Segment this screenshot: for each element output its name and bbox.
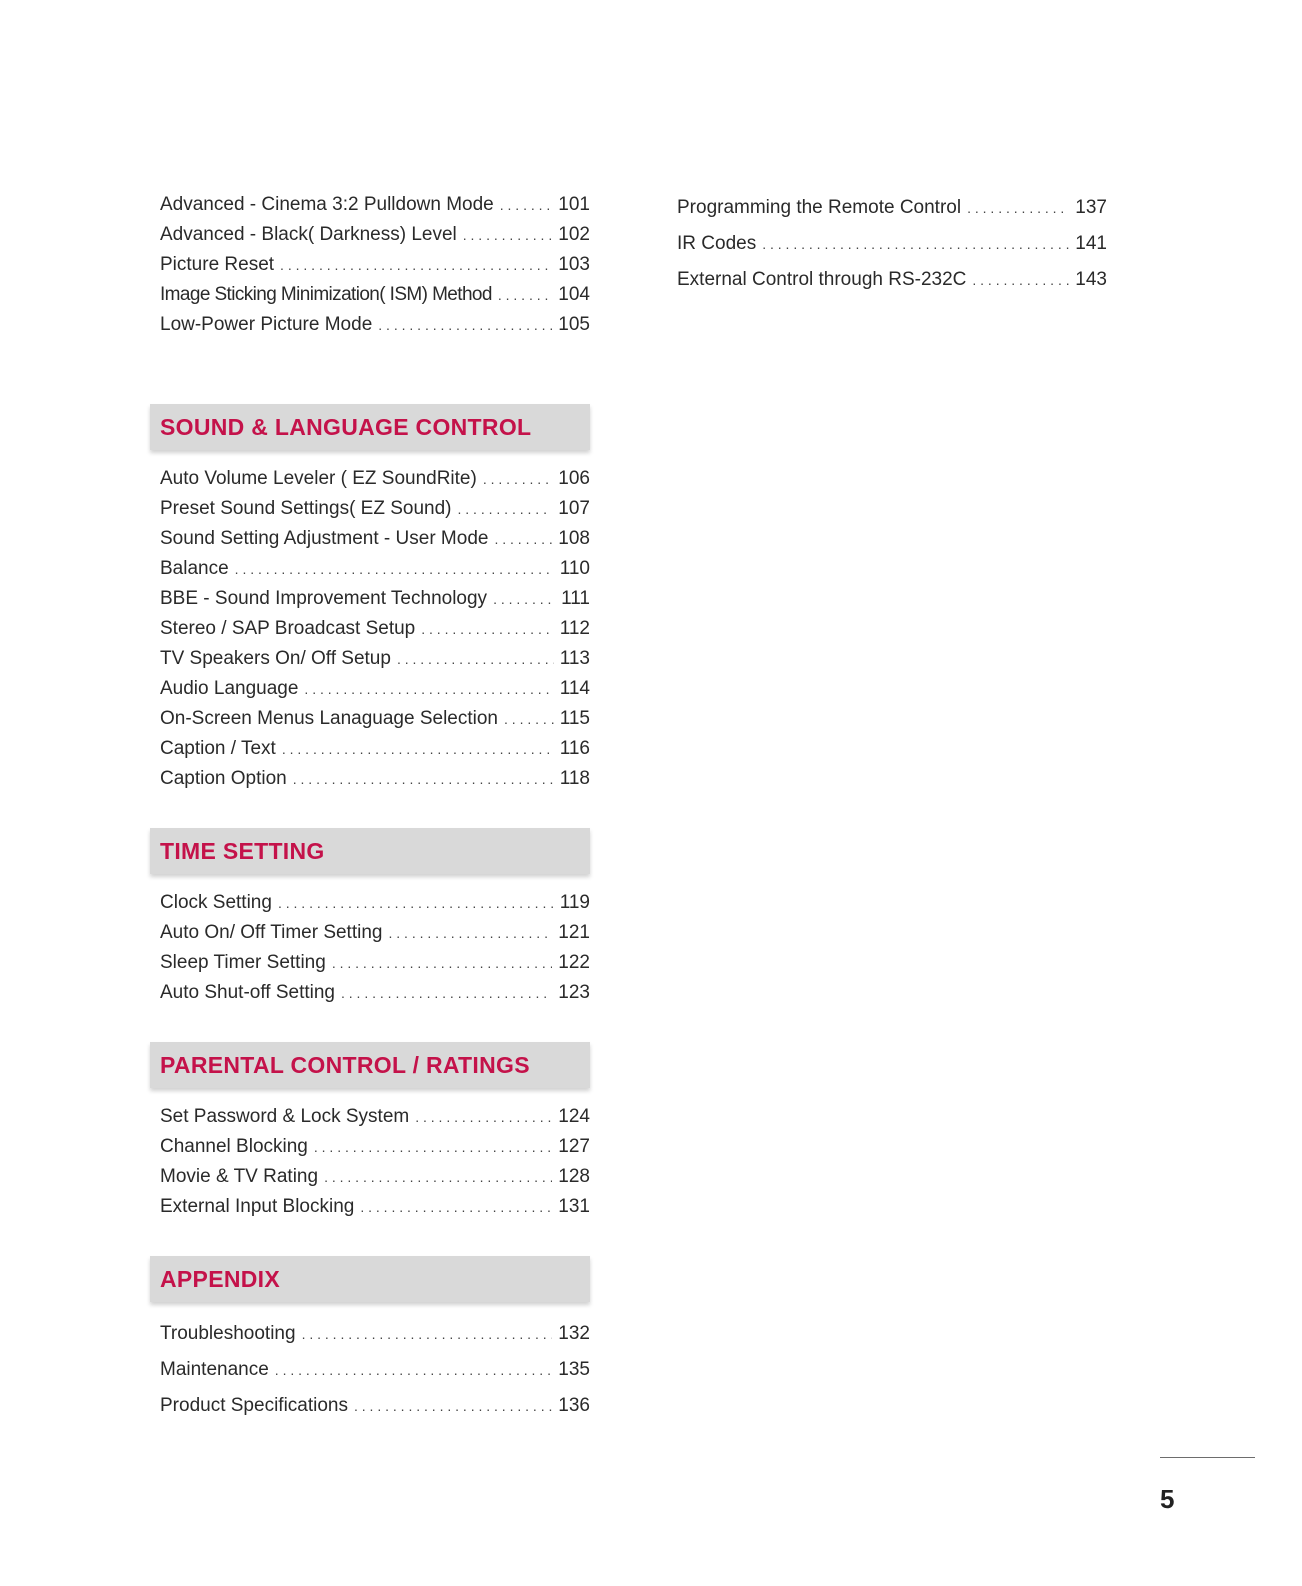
- entry-title: Stereo / SAP Broadcast Setup: [160, 618, 416, 639]
- section-title: TIME SETTING: [160, 837, 325, 864]
- toc-entry[interactable]: [160, 1102, 590, 1132]
- section-title: SOUND & LANGUAGE CONTROL: [160, 413, 532, 440]
- leader-dots: [500, 190, 553, 220]
- entry-title: IR Codes: [677, 233, 757, 254]
- leader-dots: [762, 226, 1069, 262]
- leader-dots: [341, 978, 552, 1008]
- entry-page: 110: [559, 558, 590, 579]
- entry-page: 135: [558, 1359, 590, 1380]
- leader-dots: [302, 1316, 553, 1352]
- toc-entry[interactable]: [160, 1388, 590, 1424]
- entry-page: 118: [559, 768, 590, 789]
- entry-title: Auto Volume Leveler ( EZ SoundRite): [160, 468, 477, 489]
- toc-entry[interactable]: [160, 918, 590, 948]
- toc-entry[interactable]: [160, 554, 590, 584]
- entry-title: External Control through RS-232C: [677, 269, 967, 290]
- entry-page: 136: [558, 1395, 590, 1416]
- page-number: 5: [1160, 1484, 1175, 1514]
- entry-page: 108: [558, 528, 590, 549]
- entry-page: 105: [558, 314, 590, 335]
- leader-dots: [275, 1352, 553, 1388]
- toc-entry[interactable]: [160, 1192, 590, 1222]
- leader-dots: [360, 1192, 552, 1222]
- entry-page: 137: [1075, 197, 1107, 218]
- entry-page: 104: [558, 284, 590, 305]
- entry-page: 114: [559, 678, 590, 699]
- leader-dots: [278, 888, 554, 918]
- section-header-sound-language: [150, 404, 590, 450]
- section-title: PARENTAL CONTROL / RATINGS: [160, 1051, 530, 1078]
- leader-dots: [282, 734, 554, 764]
- toc-entry[interactable]: [677, 262, 1107, 298]
- entry-page: 119: [559, 892, 590, 913]
- toc-entry[interactable]: [160, 734, 590, 764]
- entry-page: 127: [558, 1136, 590, 1157]
- entry-page: 123: [558, 982, 590, 1003]
- toc-entry[interactable]: [160, 220, 590, 250]
- toc-entry[interactable]: [160, 1162, 590, 1192]
- leader-dots: [967, 190, 1069, 226]
- toc-entry[interactable]: [160, 1132, 590, 1162]
- entry-page: 122: [558, 952, 590, 973]
- entry-title: Auto On/ Off Timer Setting: [160, 922, 383, 943]
- entry-page: 131: [558, 1196, 590, 1217]
- page-number-rule: [1160, 1457, 1255, 1458]
- entry-title: Balance: [160, 558, 229, 579]
- leader-dots: [498, 280, 552, 310]
- entry-title: Image Sticking Minimization( ISM) Method: [160, 284, 492, 305]
- toc-entry[interactable]: [160, 704, 590, 734]
- leader-dots: [235, 554, 554, 584]
- toc-entry[interactable]: [677, 226, 1107, 262]
- top-list: [160, 190, 590, 340]
- entry-title: Troubleshooting: [160, 1323, 296, 1344]
- toc-left-column: [160, 190, 590, 1424]
- leader-dots: [972, 262, 1069, 298]
- toc-entry[interactable]: [160, 280, 590, 310]
- leader-dots: [458, 494, 553, 524]
- leader-dots: [388, 918, 552, 948]
- leader-dots: [378, 310, 552, 340]
- entry-page: 102: [558, 224, 590, 245]
- entry-page: 112: [559, 618, 590, 639]
- entry-title: Set Password & Lock System: [160, 1106, 410, 1127]
- leader-dots: [504, 704, 554, 734]
- leader-dots: [397, 644, 554, 674]
- entry-title: Caption Option: [160, 768, 287, 789]
- entry-title: BBE - Sound Improvement Technology: [160, 588, 488, 609]
- toc-entry[interactable]: [160, 524, 590, 554]
- toc-entry[interactable]: [160, 644, 590, 674]
- entry-title: Channel Blocking: [160, 1136, 308, 1157]
- entry-title: Programming the Remote Control: [677, 197, 962, 218]
- entry-title: On-Screen Menus Lanaguage Selection: [160, 708, 499, 729]
- toc-entry[interactable]: [160, 1316, 590, 1352]
- leader-dots: [421, 614, 553, 644]
- toc-entry[interactable]: [160, 464, 590, 494]
- entry-page: 143: [1075, 269, 1107, 290]
- entry-title: Audio Language: [160, 678, 299, 699]
- leader-dots: [354, 1388, 552, 1424]
- entry-page: 124: [558, 1106, 590, 1127]
- leader-dots: [483, 464, 552, 494]
- leader-dots: [415, 1102, 552, 1132]
- section-header-parental-control: [150, 1042, 590, 1088]
- entry-title: Advanced - Black( Darkness) Level: [160, 224, 457, 245]
- toc-entry[interactable]: [677, 190, 1107, 226]
- entry-page: 107: [558, 498, 590, 519]
- entry-page: 101: [558, 194, 590, 215]
- entry-page: 121: [558, 922, 590, 943]
- entry-title: Auto Shut-off Setting: [160, 982, 335, 1003]
- toc-entry[interactable]: [160, 674, 590, 704]
- entry-page: 128: [558, 1166, 590, 1187]
- leader-dots: [280, 250, 552, 280]
- entry-page: 111: [561, 588, 590, 609]
- leader-dots: [494, 524, 552, 554]
- toc-right-column: [677, 190, 1107, 298]
- section-header-appendix: [150, 1256, 590, 1302]
- entry-page: 106: [558, 468, 590, 489]
- leader-dots: [304, 674, 553, 704]
- section-list-parental-control: [160, 1102, 590, 1222]
- entry-page: 115: [559, 708, 590, 729]
- entry-title: Preset Sound Settings( EZ Sound): [160, 498, 452, 519]
- entry-title: Sound Setting Adjustment - User Mode: [160, 528, 489, 549]
- toc-entry[interactable]: [160, 888, 590, 918]
- toc-entry[interactable]: [160, 948, 590, 978]
- toc-entry[interactable]: [160, 250, 590, 280]
- toc-entry[interactable]: [160, 1352, 590, 1388]
- entry-title: Movie & TV Rating: [160, 1166, 319, 1187]
- leader-dots: [493, 584, 555, 614]
- toc-entry[interactable]: [160, 190, 590, 220]
- entry-page: 141: [1075, 233, 1107, 254]
- entry-page: 116: [559, 738, 590, 759]
- toc-entry[interactable]: [160, 494, 590, 524]
- entry-title: Sleep Timer Setting: [160, 952, 326, 973]
- toc-entry[interactable]: [160, 978, 590, 1008]
- entry-title: Low-Power Picture Mode: [160, 314, 373, 335]
- toc-entry[interactable]: [160, 584, 590, 614]
- entry-title: Caption / Text: [160, 738, 276, 759]
- leader-dots: [293, 764, 554, 794]
- entry-title: Picture Reset: [160, 254, 275, 275]
- entry-page: 113: [559, 648, 590, 669]
- entry-page: 103: [558, 254, 590, 275]
- section-title: APPENDIX: [160, 1265, 280, 1292]
- entry-title: Clock Setting: [160, 892, 272, 913]
- section-list-appendix: [160, 1316, 590, 1424]
- entry-title: Advanced - Cinema 3:2 Pulldown Mode: [160, 194, 494, 215]
- leader-dots: [314, 1132, 552, 1162]
- toc-entry[interactable]: [160, 764, 590, 794]
- toc-entry[interactable]: [160, 614, 590, 644]
- entry-title: TV Speakers On/ Off Setup: [160, 648, 391, 669]
- entry-title: Maintenance: [160, 1359, 269, 1380]
- leader-dots: [324, 1162, 552, 1192]
- entry-page: 132: [558, 1323, 590, 1344]
- entry-title: Product Specifications: [160, 1395, 348, 1416]
- leader-dots: [463, 220, 553, 250]
- section-list-time-setting: [160, 888, 590, 1008]
- entry-title: External Input Blocking: [160, 1196, 355, 1217]
- section-list-sound-language: [160, 464, 590, 794]
- leader-dots: [332, 948, 552, 978]
- section-header-time-setting: [150, 828, 590, 874]
- toc-entry[interactable]: [160, 310, 590, 340]
